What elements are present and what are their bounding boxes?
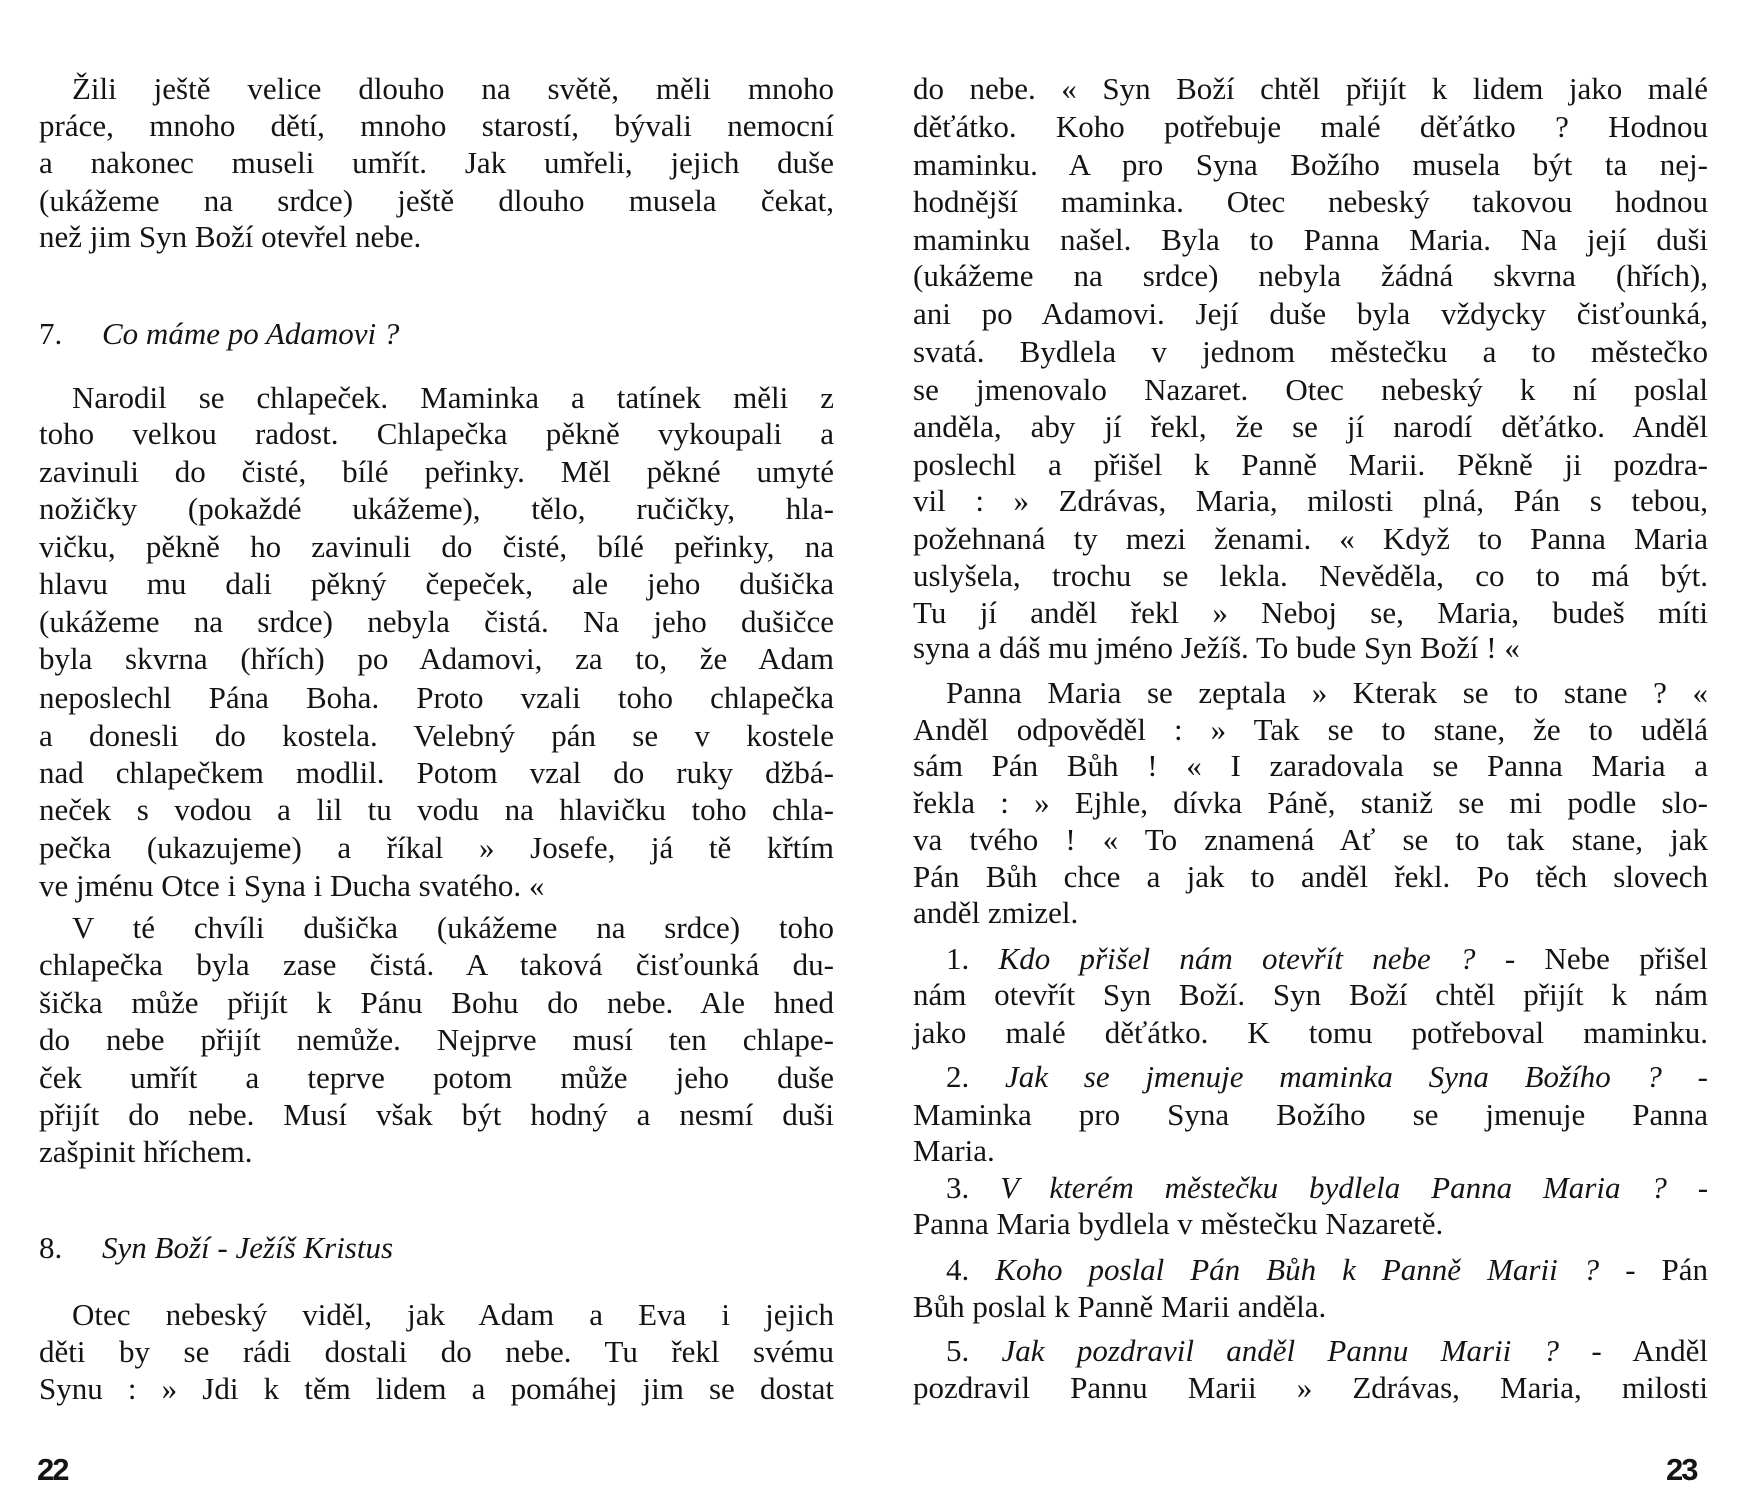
text-line bbox=[39, 1370, 834, 1408]
text-line bbox=[39, 490, 834, 528]
text-line bbox=[913, 1096, 1708, 1134]
text-segment: než jim Syn Boží otevřel nebe. bbox=[39, 219, 422, 254]
text-line bbox=[913, 520, 1708, 558]
text-segment: pečka (ukazujeme) a říkal » Josefe, já tě křtím bbox=[39, 830, 834, 865]
question-text: Kdo přišel nám otevřít nebe ? bbox=[998, 941, 1476, 976]
text-line bbox=[913, 784, 1708, 822]
text-line bbox=[913, 1169, 1708, 1207]
text-line bbox=[39, 1333, 834, 1371]
text-line bbox=[913, 747, 1708, 785]
text-line bbox=[39, 144, 834, 182]
text-line bbox=[39, 754, 834, 792]
text-line bbox=[913, 1288, 1708, 1326]
text-segment: (ukážeme na srdce) nebyla žádná skvrna (hřích), bbox=[913, 258, 1708, 293]
text-line bbox=[913, 976, 1708, 1014]
text-segment: toho velkou radost. Chlapečka pěkně vykoupali a bbox=[39, 416, 834, 451]
text-segment: 4. bbox=[946, 1252, 996, 1287]
text-segment: hlavu mu dali pěkný čepeček, ale jeho dušička bbox=[39, 566, 834, 601]
text-segment: anděl zmizel. bbox=[913, 895, 1079, 930]
text-segment: Tu jí anděl řekl » Neboj se, Maria, budeš míti bbox=[913, 595, 1708, 630]
text-segment: a nakonec museli umřít. Jak umřeli, jejich duše bbox=[39, 145, 834, 180]
text-line bbox=[913, 894, 1708, 932]
text-line bbox=[39, 182, 834, 220]
text-segment: přijít do nebe. Musí však být hodný a nesmí duši bbox=[39, 1097, 834, 1132]
text-segment: šička může přijít k Pánu Bohu do nebe. Ale hned bbox=[39, 985, 834, 1020]
text-line bbox=[913, 940, 1708, 978]
text-segment: ček umřít a teprve potom může jeho duše bbox=[39, 1060, 834, 1095]
text-line bbox=[39, 107, 834, 145]
page-number-left: 22 bbox=[37, 1452, 68, 1487]
text-segment: neček s vodou a lil tu vodu na hlavičku toho chla- bbox=[39, 792, 834, 827]
text-segment: 2. bbox=[946, 1059, 1005, 1094]
text-segment: Panna Maria se zeptala » Kterak se to stane ? « bbox=[946, 675, 1708, 710]
text-line bbox=[39, 453, 834, 491]
text-segment: děti by se rádi dostali do nebe. Tu řekl svému bbox=[39, 1334, 834, 1369]
text-segment: Otec nebeský viděl, jak Adam a Eva i jejich bbox=[72, 1297, 834, 1332]
text-line bbox=[913, 1251, 1708, 1289]
text-line bbox=[39, 679, 834, 717]
text-line bbox=[913, 711, 1708, 749]
text-line bbox=[913, 257, 1708, 295]
text-segment: zašpinit hříchem. bbox=[39, 1134, 253, 1169]
heading-title: Co máme po Adamovi ? bbox=[102, 316, 400, 351]
text-segment: - bbox=[1661, 1059, 1709, 1094]
text-segment: uslyšela, trochu se lekla. Nevěděla, co to má být. bbox=[913, 558, 1708, 593]
text-segment: Narodil se chlapeček. Maminka a tatínek měli z bbox=[72, 380, 834, 415]
text-segment: vičku, pěkně ho zavinuli do čisté, bílé peřinky, na bbox=[39, 529, 834, 564]
text-segment: nám otevřít Syn Boží. Syn Boží chtěl přijít k nám bbox=[913, 977, 1708, 1012]
heading-number: 7. bbox=[39, 316, 63, 351]
text-segment: svatá. Bydlela v jednom městečku a to městečko bbox=[913, 334, 1708, 369]
section-heading bbox=[39, 315, 834, 353]
text-line bbox=[913, 183, 1708, 221]
text-segment: maminku. A pro Syna Božího musela být ta nej- bbox=[913, 147, 1708, 182]
text-segment: do nebe. « Syn Boží chtěl přijít k lidem jako malé bbox=[913, 71, 1708, 106]
text-line bbox=[39, 867, 834, 905]
text-line bbox=[39, 984, 834, 1022]
text-line bbox=[39, 1133, 834, 1171]
text-line bbox=[913, 70, 1708, 108]
text-line bbox=[39, 791, 834, 829]
text-segment: 3. bbox=[946, 1170, 1001, 1205]
text-segment: Maminka pro Syna Božího se jmenuje Panna bbox=[913, 1097, 1708, 1132]
text-segment: vil : » Zdrávas, Maria, milosti plná, Pán s tebou, bbox=[913, 483, 1708, 518]
text-line bbox=[913, 1132, 1708, 1170]
text-line bbox=[39, 1296, 834, 1334]
text-segment: anděla, aby jí řekl, že se jí narodí děťátko. Anděl bbox=[913, 409, 1708, 444]
text-segment: - Anděl bbox=[1559, 1333, 1708, 1368]
question-text: Jak se jmenuje maminka Syna Božího ? bbox=[1005, 1059, 1662, 1094]
text-line bbox=[39, 1059, 834, 1097]
text-line bbox=[39, 70, 834, 108]
text-segment: jako malé děťátko. K tomu potřeboval maminku. bbox=[913, 1015, 1708, 1050]
right-page-text bbox=[913, 0, 1708, 1500]
text-segment: nad chlapečkem modlil. Potom vzal do ruky džbá- bbox=[39, 755, 834, 790]
text-line bbox=[913, 371, 1708, 409]
text-segment: pozdravil Pannu Marii » Zdrávas, Maria, milosti bbox=[913, 1370, 1708, 1405]
text-segment: poslechl a přišel k Panně Marii. Pěkně ji pozdra- bbox=[913, 447, 1708, 482]
text-line bbox=[913, 557, 1708, 595]
question-text: Koho poslal Pán Bůh k Panně Marii ? bbox=[995, 1252, 1600, 1287]
text-segment: hodnější maminka. Otec nebeský takovou hodnou bbox=[913, 184, 1708, 219]
text-line bbox=[39, 717, 834, 755]
text-line bbox=[39, 603, 834, 641]
text-segment: do nebe přijít nemůže. Nejprve musí ten chlape- bbox=[39, 1022, 834, 1057]
text-line bbox=[913, 821, 1708, 859]
text-segment: Panna Maria bydlela v městečku Nazaretě. bbox=[913, 1206, 1444, 1241]
text-segment: syna a dáš mu jméno Ježíš. To bude Syn Boží ! « bbox=[913, 630, 1520, 665]
text-segment: 1. bbox=[946, 941, 999, 976]
text-line bbox=[913, 858, 1708, 896]
text-segment: chlapečka byla zase čistá. A taková čisťounká du- bbox=[39, 947, 834, 982]
text-line bbox=[913, 146, 1708, 184]
text-segment: Synu : » Jdi k těm lidem a pomáhej jim se dostat bbox=[39, 1371, 834, 1406]
question-text: Jak pozdravil anděl Pannu Marii ? bbox=[1001, 1333, 1560, 1368]
text-segment: Pán Bůh chce a jak to anděl řekl. Po těch slovech bbox=[913, 859, 1708, 894]
text-segment: děťátko. Koho potřebuje malé děťátko ? Hodnou bbox=[913, 109, 1708, 144]
text-segment: va tvého ! « To znamená Ať se to tak stane, jak bbox=[913, 822, 1708, 857]
text-line bbox=[39, 528, 834, 566]
text-line bbox=[913, 1014, 1708, 1052]
text-line bbox=[39, 909, 834, 947]
text-line bbox=[39, 565, 834, 603]
text-line bbox=[913, 295, 1708, 333]
text-line bbox=[913, 408, 1708, 446]
text-line bbox=[39, 946, 834, 984]
text-segment: 5. bbox=[946, 1333, 1002, 1368]
text-segment: - Pán bbox=[1599, 1252, 1709, 1287]
text-line bbox=[913, 594, 1708, 632]
text-segment: práce, mnoho dětí, mnoho starostí, bývali nemocní bbox=[39, 108, 834, 143]
text-segment: byla skvrna (hřích) po Adamovi, za to, že Adam bbox=[39, 641, 834, 676]
text-segment: Anděl odpověděl : » Tak se to stane, že to udělá bbox=[913, 712, 1708, 747]
text-segment: ve jménu Otce i Syna i Ducha svatého. « bbox=[39, 868, 545, 903]
text-line bbox=[913, 482, 1708, 520]
text-segment: sám Pán Bůh ! « I zaradovala se Panna Maria a bbox=[913, 748, 1708, 783]
text-line bbox=[913, 1058, 1708, 1096]
text-line bbox=[39, 829, 834, 867]
text-segment: - Nebe přišel bbox=[1475, 941, 1708, 976]
section-heading bbox=[39, 1229, 834, 1267]
text-segment: - bbox=[1666, 1170, 1709, 1205]
text-line bbox=[913, 1205, 1708, 1243]
text-line bbox=[913, 674, 1708, 712]
text-segment: neposlechl Pána Boha. Proto vzali toho chlapečka bbox=[39, 680, 834, 715]
text-segment: požehnaná ty mezi ženami. « Když to Panna Maria bbox=[913, 521, 1708, 556]
text-line bbox=[913, 1369, 1708, 1407]
text-line bbox=[39, 1021, 834, 1059]
text-line bbox=[913, 446, 1708, 484]
text-segment: (ukážeme na srdce) ještě dlouho musela čekat, bbox=[39, 183, 834, 218]
text-segment: Maria. bbox=[913, 1133, 995, 1168]
text-line bbox=[39, 379, 834, 417]
page-number-right: 23 bbox=[1666, 1452, 1697, 1487]
text-segment: a donesli do kostela. Velebný pán se v kostele bbox=[39, 718, 834, 753]
text-line bbox=[39, 218, 834, 256]
left-page-text bbox=[39, 0, 834, 1500]
text-segment: řekla : » Ejhle, dívka Páně, staniž se mi podle slo- bbox=[913, 785, 1708, 820]
text-line bbox=[39, 415, 834, 453]
text-segment: Žili ještě velice dlouho na světě, měli mnoho bbox=[72, 71, 834, 106]
text-line bbox=[913, 629, 1708, 667]
text-segment: nožičky (pokaždé ukážeme), tělo, ručičky, hla- bbox=[39, 491, 834, 526]
text-line bbox=[913, 221, 1708, 259]
text-segment: Bůh poslal k Panně Marii anděla. bbox=[913, 1289, 1327, 1324]
heading-title: Syn Boží - Ježíš Kristus bbox=[102, 1230, 394, 1265]
text-line bbox=[913, 1332, 1708, 1370]
text-line bbox=[39, 640, 834, 678]
heading-number: 8. bbox=[39, 1230, 63, 1265]
question-text: V kterém městečku bydlela Panna Maria ? bbox=[1000, 1170, 1667, 1205]
text-segment: maminku našel. Byla to Panna Maria. Na její duši bbox=[913, 222, 1708, 257]
text-segment: se jmenovalo Nazaret. Otec nebeský k ní poslal bbox=[913, 372, 1708, 407]
text-line bbox=[913, 333, 1708, 371]
text-segment: ani po Adamovi. Její duše byla vždycky čisťounká, bbox=[913, 296, 1708, 331]
text-segment: (ukážeme na srdce) nebyla čistá. Na jeho dušičce bbox=[39, 604, 834, 639]
text-segment: zavinuli do čisté, bílé peřinky. Měl pěkné umyté bbox=[39, 454, 834, 489]
text-segment: V té chvíli dušička (ukážeme na srdce) toho bbox=[72, 910, 834, 945]
text-line bbox=[39, 1096, 834, 1134]
text-line bbox=[913, 108, 1708, 146]
